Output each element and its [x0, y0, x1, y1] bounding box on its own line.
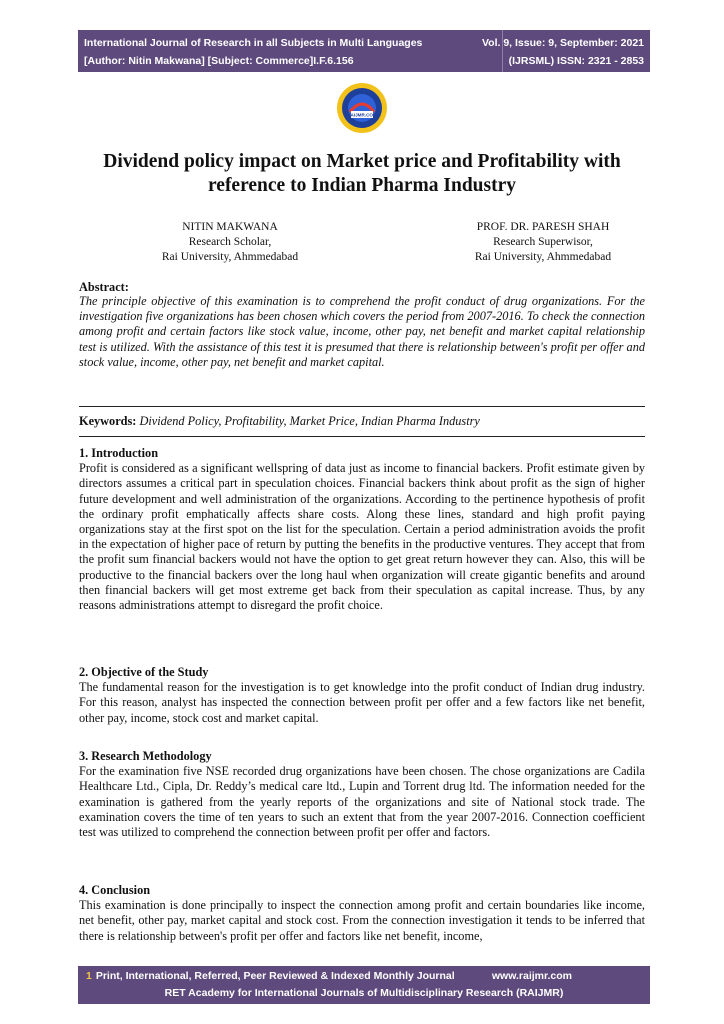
footer-line2: RET Academy for International Journals of Multidisciplinary Research (RAIJMR): [164, 987, 564, 999]
logo-text: RAIJMR.COM: [347, 112, 377, 118]
author-affiliation: Rai University, Ahmmedabad: [161, 251, 299, 263]
section-text: For the examination five NSE recorded drug organizations have been chosen. The chose organizations are Cadila Healthcare Ltd., Cipla, Dr. Reddy’s medical care ltd., Lupin and Torrent drug ltd. The information needed for the examination is gathered from the yearly reports of the organizations and site of National stock trade. The examination covers the time of ten years to such an extent that from the year 2007-2016. Connection coefficient test was utilized to comprehend the connection between profit per offer and factors.: [79, 764, 645, 840]
section-text: The fundamental reason for the investigation is to get knowledge into the profit conduct of Indian drug industry. For this reason, analyst has inspected the connection between profit per offer and a few factors like net benefit, other pay, income, stock cost and market capital.: [79, 680, 645, 725]
issn: (IJRSML) ISSN: 2321 - 2853: [508, 55, 644, 67]
footer-line1: Print, International, Referred, Peer Reviewed & Indexed Monthly Journal: [95, 970, 455, 982]
author-role: Research Superwisor,: [493, 236, 593, 248]
ret-academy-seal-icon: [336, 82, 388, 134]
author-2: [448, 220, 638, 265]
section-title: 3. Research Methodology: [79, 749, 212, 763]
section-objective: [79, 665, 645, 726]
footer-band: [78, 966, 650, 1004]
section-text: This examination is done principally to inspect the connection among profit and certain boundaries like income, net benefit, other pay, market capital and stock cost. From the connection investigation it tends to be inferred that there is relationship between's profit per offer and factors like net benefit, income,: [79, 898, 645, 943]
section-introduction: [79, 446, 645, 613]
volume-issue: Vol. 9, Issue: 9, September: 2021: [481, 37, 644, 49]
section-conclusion: [79, 883, 645, 944]
paper-title: Dividend policy impact on Market price and Profitability with reference to Indian Pharma Industry: [103, 151, 621, 196]
keywords-text: Dividend Policy, Profitability, Market Price, Indian Pharma Industry: [139, 414, 480, 428]
author-1: [140, 220, 320, 265]
journal-name: International Journal of Research in all Subjects in Multi Languages: [84, 37, 423, 49]
author-role: Research Scholar,: [188, 236, 272, 248]
abstract-text: The principle objective of this examination is to comprehend the profit conduct of drug organizations. For the investigation five organizations has been chosen which covers the period from 2007-2016. To check the connection among profit and certain factors like stock value, income, other pay, net benefit and market capital relationship test is utilized. With the assistance of this test it is presumed that there is relationship between's profit per offer and stock value, income, other pay, net benefit and market capital.: [79, 294, 645, 369]
section-title: 4. Conclusion: [79, 883, 151, 897]
divider-line: [79, 406, 645, 407]
section-methodology: [79, 749, 645, 840]
section-text: Profit is considered as a significant wellspring of data just as income to financial backers. Profit estimate given by directors assumes a critical part in speculation choices. Financial backers think about profit as the sign of higher future development and well administration of the organizations. According to the pertinence hypothesis of profit the ordinary profit emphatically affects share costs. Along these lines, standard and high profit paying organizations stay at the first spot on the list for the speculation. Certain a period administration avoids the profit in the expectation of higher pace of return by putting the benefits in the productive ventures. They accept that from the profit sum financial backers would not have the option to get great return however they can. Also, this will be productive to the financial backers over the long haul when organization will create gigantic benefits and around then financial backers will get most extreme get back from their speculation as capital increase. Thus, by any reasons administrations attempt to disregard the profit choice.: [79, 461, 645, 613]
keywords-label: Keywords:: [79, 414, 137, 428]
author-subject-line: [Author: Nitin Makwana] [Subject: Commerce]I.F.6.156: [84, 55, 354, 67]
abstract-heading: Abstract:: [79, 280, 129, 294]
header-band: [78, 30, 650, 72]
divider-line: [79, 436, 645, 437]
author-name: PROF. DR. PARESH SHAH: [476, 221, 610, 233]
footer-journal-line: [86, 970, 455, 982]
footer-website-link[interactable]: www.raijmr.com: [491, 970, 572, 982]
author-name: NITIN MAKWANA: [182, 221, 278, 233]
section-title: 1. Introduction: [79, 446, 159, 460]
page-number: 1: [86, 970, 92, 982]
author-affiliation: Rai University, Ahmmedabad: [474, 251, 612, 263]
section-title: 2. Objective of the Study: [79, 665, 209, 679]
keywords: [79, 414, 645, 429]
